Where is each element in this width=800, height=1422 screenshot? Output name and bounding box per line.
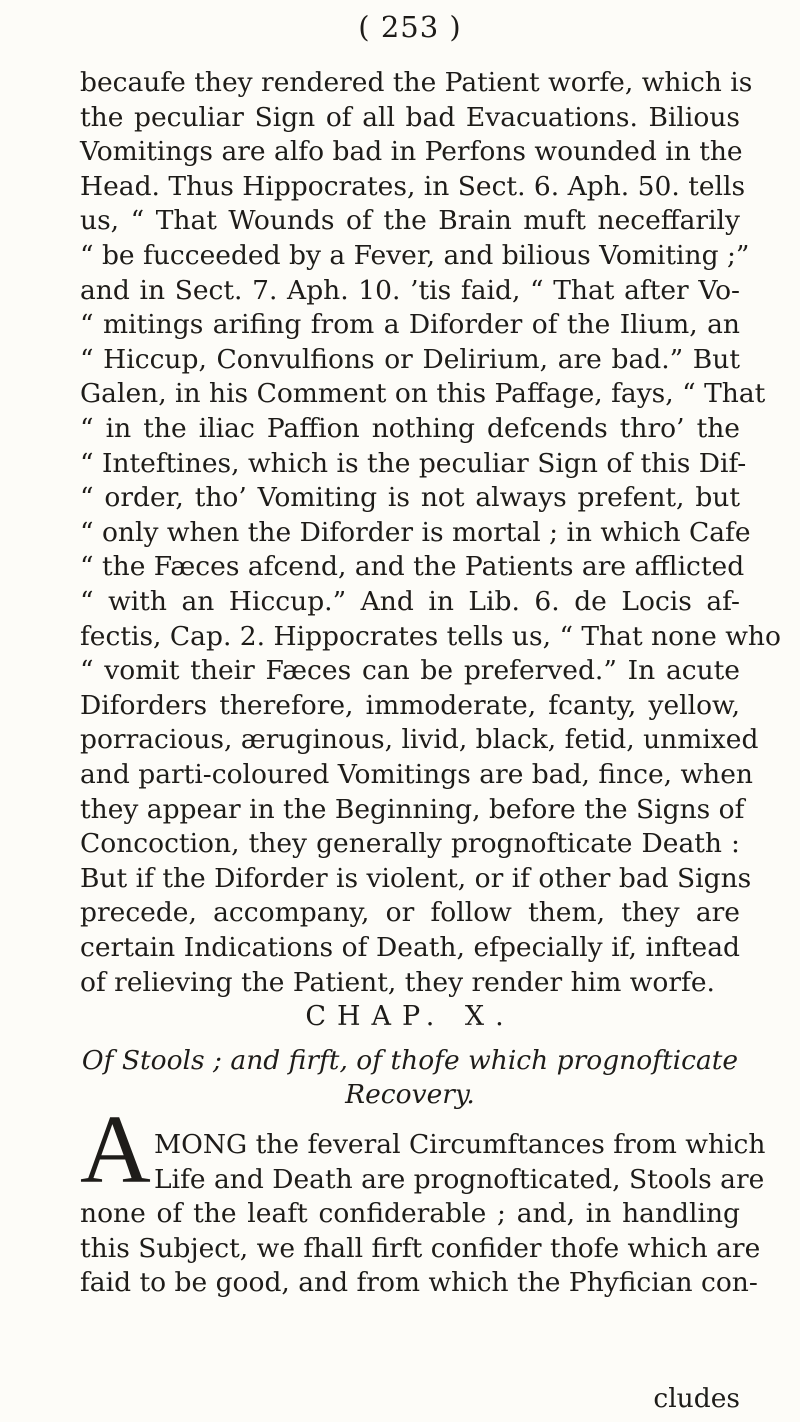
drop-cap: A — [80, 1096, 151, 1204]
chapter-heading: CHAP. X. — [305, 1001, 515, 1032]
chapter-subtitle-line-2: Recovery. — [345, 1079, 475, 1110]
text-line: “ Inteftines, which is the peculiar Sign of this Dif- — [80, 447, 747, 479]
book-page — [80, 0, 781, 1422]
text-line: “ in the iliac Paffion nothing defcends thro’ the — [80, 413, 740, 444]
text-line: “ mitings arifing from a Diforder of the Ilium, an — [80, 309, 740, 341]
text-line: “ order, tho’ Vomiting is not always prefent, but — [80, 482, 740, 514]
text-line: of relieving the Patient, they render him worfe. — [80, 966, 715, 998]
catchword: cludes — [653, 1383, 740, 1414]
text-line: “ be fucceeded by a Fever, and bilious Vomiting ;” — [80, 240, 750, 271]
text-line: faid to be good, and from which the Phyfician con- — [80, 1267, 758, 1299]
text-line: and in Sect. 7. Aph. 10. ’tis faid, “ That after Vo- — [80, 274, 740, 306]
text-line: But if the Diforder is violent, or if other bad Signs — [80, 862, 752, 894]
text-line: precede, accompany, or follow them, they are — [80, 897, 740, 929]
text-line: Vomitings are alfo bad in Perfons wounded in the — [80, 136, 743, 168]
text-line: “ vomit their Fæces can be preferved.” In acute — [80, 655, 740, 687]
text-line: MONG the feveral Circumftances from which — [154, 1129, 766, 1160]
text-line: us, “ That Wounds of the Brain muft neceffarily — [80, 205, 740, 237]
text-line: “ with an Hiccup.” And in Lib. 6. de Locis af- — [80, 586, 740, 617]
text-line: “ Hiccup, Convulfions or Delirium, are bad.” But — [80, 343, 740, 375]
text-line: Life and Death are prognofticated, Stools are — [154, 1163, 765, 1195]
text-line: certain Indications of Death, efpecially if, inftead — [80, 932, 740, 963]
text-line: the peculiar Sign of all bad Evacuations. Bilious — [80, 101, 740, 133]
text-line: “ the Fæces afcend, and the Patients are afflicted — [80, 551, 745, 583]
text-line: and parti-coloured Vomitings are bad, fince, when — [80, 759, 753, 790]
text-line: none of the leaft confiderable ; and, in handling — [80, 1198, 740, 1230]
text-line: Diforders therefore, immoderate, fcanty, yellow, — [80, 689, 740, 721]
chapter-subtitle-line-1: Of Stools ; and firft, of thofe which prognofticate — [81, 1045, 739, 1076]
text-line: porracious, æruginous, livid, black, fetid, unmixed — [80, 724, 759, 756]
text-line: “ only when the Diforder is mortal ; in which Cafe — [80, 516, 751, 548]
text-line: becaufe they rendered the Patient worfe, which is — [80, 67, 753, 98]
text-line: this Subject, we fhall firft confider thofe which are — [80, 1232, 761, 1264]
text-line: Head. Thus Hippocrates, in Sect. 6. Aph. 50. tells — [80, 170, 746, 202]
text-line: Galen, in his Comment on this Paffage, fays, “ That — [80, 378, 766, 410]
text-line: they appear in the Beginning, before the Signs of — [80, 793, 745, 825]
text-line: fectis, Cap. 2. Hippocrates tells us, “ That none who — [80, 620, 781, 652]
text-line: Concoction, they generally prognofticate Death : — [80, 828, 740, 860]
page-number: ( 253 ) — [358, 10, 462, 44]
